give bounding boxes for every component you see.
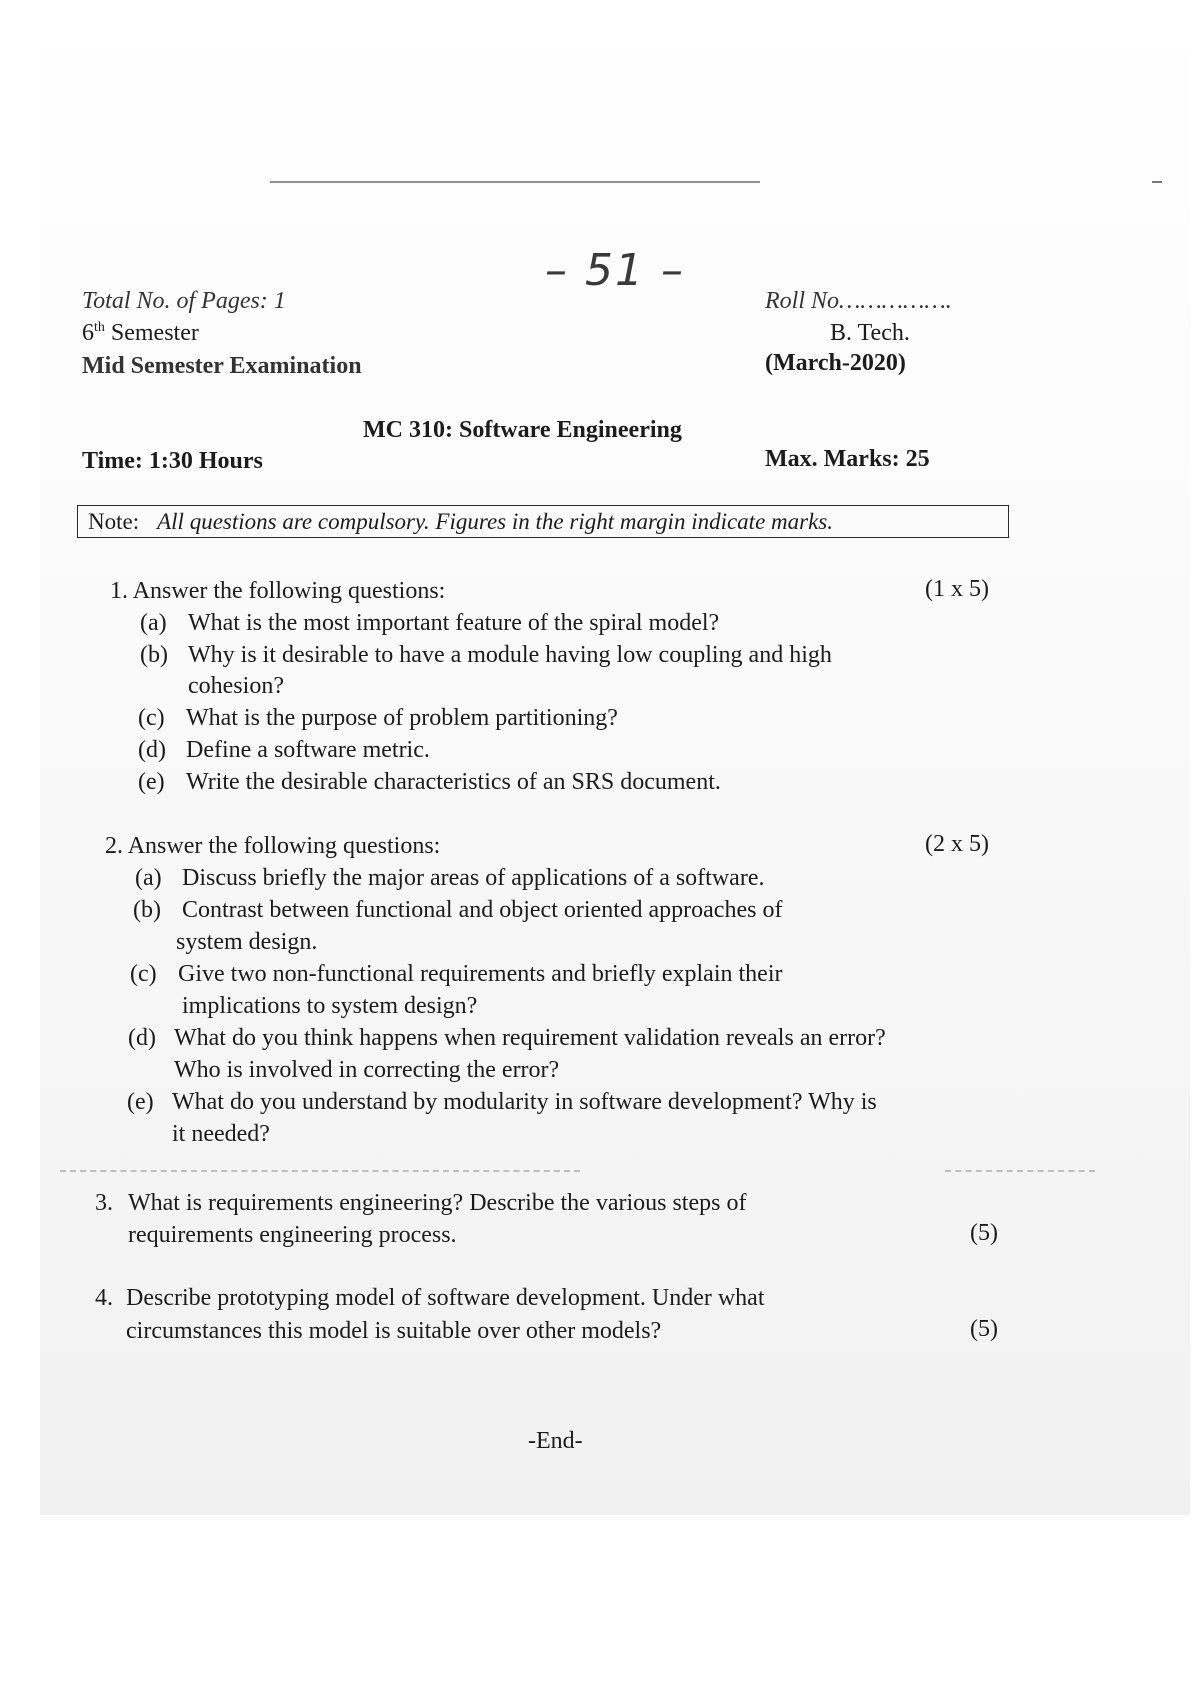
question-marks: (1 x 5) xyxy=(925,576,989,602)
part-label: (b) xyxy=(133,897,161,923)
part-label: (e) xyxy=(127,1089,154,1115)
dash-mark xyxy=(60,1170,580,1173)
semester xyxy=(82,320,199,347)
program: B. Tech. xyxy=(830,320,910,346)
question-text-continued: circumstances this model is suitable over other models? xyxy=(126,1318,662,1344)
top-rule xyxy=(270,181,760,183)
question-marks: (5) xyxy=(970,1220,998,1246)
question-text-continued: requirements engineering process. xyxy=(128,1222,457,1248)
part-text-continued: it needed? xyxy=(172,1121,270,1147)
part-label: (d) xyxy=(138,737,166,763)
part-label: (d) xyxy=(128,1025,156,1051)
semester-number: 6 xyxy=(82,320,94,346)
question-marks: (2 x 5) xyxy=(925,831,989,857)
course-title: MC 310: Software Engineering xyxy=(363,417,682,443)
part-label: (a) xyxy=(140,610,167,636)
note-label: Note: xyxy=(88,509,140,534)
end-marker: -End- xyxy=(528,1428,583,1454)
note-text: All questions are compulsory. Figures in the right margin indicate marks. xyxy=(157,509,834,534)
part-text: What do you understand by modularity in software development? Why is xyxy=(172,1089,877,1115)
handwritten-page-number: – 51 – xyxy=(545,245,685,296)
part-text-continued: system design. xyxy=(176,929,318,955)
question-number: 2. xyxy=(105,833,123,859)
question-text: Describe prototyping model of software development. Under what xyxy=(126,1285,765,1311)
semester-suffix: th xyxy=(94,320,105,335)
dash-mark xyxy=(945,1170,1095,1173)
part-label: (b) xyxy=(140,642,168,668)
semester-word: Semester xyxy=(104,320,199,346)
part-label: (c) xyxy=(138,705,165,731)
part-text: What is the purpose of problem partitioning? xyxy=(186,705,618,731)
session: (March-2020) xyxy=(765,350,906,376)
question-2 xyxy=(105,833,440,860)
question-text: Answer the following questions: xyxy=(132,578,446,604)
part-text: What do you think happens when requirement validation reveals an error? xyxy=(174,1025,886,1051)
question-1 xyxy=(110,578,445,605)
page-bottom-margin xyxy=(0,1515,1200,1698)
roll-no: Roll No……………. xyxy=(765,288,952,314)
question-number: 4. xyxy=(95,1285,113,1311)
part-label: (e) xyxy=(138,769,165,795)
part-text-continued: Who is involved in correcting the error? xyxy=(174,1057,560,1083)
exam-title: Mid Semester Examination xyxy=(82,353,362,379)
note-box xyxy=(77,505,1009,538)
corner-mark xyxy=(1152,181,1162,183)
total-pages: Total No. of Pages: 1 xyxy=(82,288,286,314)
part-text: Give two non-functional requirements and briefly explain their xyxy=(178,961,783,987)
part-label: (a) xyxy=(135,865,162,891)
time-allowed: Time: 1:30 Hours xyxy=(82,448,263,474)
max-marks: Max. Marks: 25 xyxy=(765,446,930,472)
part-text: Why is it desirable to have a module having low coupling and high xyxy=(188,642,832,668)
question-text: What is requirements engineering? Describe the various steps of xyxy=(128,1190,747,1216)
part-text-continued: cohesion? xyxy=(188,673,284,699)
question-number: 3. xyxy=(95,1190,113,1216)
question-text: Answer the following questions: xyxy=(127,833,441,859)
question-marks: (5) xyxy=(970,1316,998,1342)
part-text: Discuss briefly the major areas of applications of a software. xyxy=(182,865,765,891)
part-text: Contrast between functional and object oriented approaches of xyxy=(182,897,783,923)
part-text: Define a software metric. xyxy=(186,737,430,763)
part-label: (c) xyxy=(130,961,157,987)
question-number: 1. xyxy=(110,578,128,604)
part-text-continued: implications to system design? xyxy=(182,993,478,1019)
part-text: What is the most important feature of the spiral model? xyxy=(188,610,720,636)
part-text: Write the desirable characteristics of an SRS document. xyxy=(186,769,721,795)
